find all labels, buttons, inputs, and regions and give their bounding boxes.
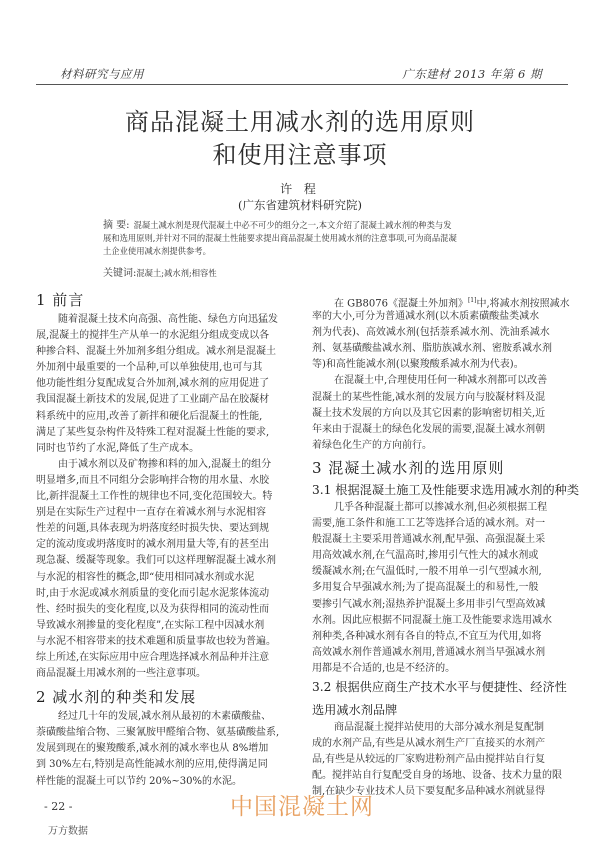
paragraph-intro-1 [36, 312, 296, 457]
text-line: 制,在缺少专业技术人员下要复配多品种减水剂就显得 [312, 786, 546, 798]
text-line: 等)和高性能减水剂(以聚羧酸系减水剂为代表)。 [312, 359, 524, 371]
text-line: 样性能的混凝土可以节约 20%~30%的水泥。 [36, 775, 243, 787]
text-line: 缓凝减水剂;在气温低时,一般不用单一引气型减水剂, [312, 566, 542, 578]
text-line: 在混凝土中,合理使用任何一种减水剂都可以改善 [334, 375, 548, 387]
text-line: 多用复合早强减水剂;为了提高混凝土的和易性,一般 [312, 582, 539, 594]
text-fragment: 中,将减水剂按照减水 [476, 298, 570, 310]
text-line: 展,混凝土的搅拌生产从单一的水泥组分组成变成以各 [36, 330, 270, 342]
text-line: 随着混凝土技术向高强、高性能、绿色方向迅猛发 [58, 314, 278, 325]
text-line: 年来由于混凝土的绿色化发展的需要,混凝土减水剂朝 [312, 423, 546, 435]
text-line: 外加剂中最重要的一个品种,可以单独使用,也可与其 [36, 362, 263, 374]
citation-ref[interactable]: [1] [467, 297, 477, 304]
paragraph-selection [312, 500, 574, 677]
text-line: 与水泥的相容性的概念,即“使用相同减水剂或水泥 [36, 571, 255, 583]
subsection-heading-line: 3.2 根据供应商生产技术水平与便捷性、经济性 [312, 679, 567, 694]
paragraph-direction [312, 373, 574, 453]
text-line: 比,新拌混凝土工作性的规律也不同,变化范围较大。特 [36, 491, 273, 503]
left-column [36, 288, 296, 790]
text-line: 萘磺酸盐缩合物、三聚氰胺甲醛缩合物、氨基磺酸盐系, [36, 727, 280, 739]
article-title-line-1: 商品混凝土用减水剂的选用原则 [125, 108, 475, 136]
subsection-heading-3-1: 3.1 根据混凝土施工及性能要求选用减水剂的种类 [312, 482, 580, 497]
text-line: 成的水剂产品,有些是从减水剂生产厂直接买的水剂产 [312, 738, 546, 750]
text-line: 满足了某些复杂构件及特殊工程对混凝土性能的要求, [36, 426, 270, 438]
keywords [103, 264, 217, 279]
section-heading-1: 1 前言 [36, 291, 85, 309]
running-header-section: 材料研究与应用 [60, 67, 144, 81]
text-line: 同时也节约了水泥,降低了生产成本。 [36, 442, 200, 454]
section-heading-2: 2 减水剂的种类和发展 [36, 688, 197, 707]
text-line: 性、经时损失的变化程度,以及为获得相同的流动性而 [36, 603, 270, 615]
text-line: 定的流动度或坍落度时的减水剂用量大等,有的甚至出 [36, 539, 270, 551]
paragraph-intro-2 [36, 457, 296, 682]
text-line: 别是在实际生产过程中一直存在着减水剂与水泥相容 [36, 507, 266, 519]
text-line: 现急凝、缓凝等现象。我们可以这样理解混凝土减水剂 [36, 555, 276, 567]
text-line: 明显增多,而且不同组分会影响拌合物的用水量、水胶 [36, 474, 270, 486]
text-line: 剂、氨基磺酸盐减水剂、脂肪族减水剂、密胺系减水剂 [312, 343, 552, 355]
text-line: 凝土技术发展的方向以及其它因素的影响密切相关,近 [312, 407, 546, 419]
text-line: 配。搅拌站自行复配受自身的场地、设备、技术力量的限 [312, 770, 562, 782]
right-column [312, 293, 580, 800]
text-line: 用都是不合适的,也是不经济的。 [312, 662, 456, 674]
text-line: 水剂。因此应根据不同混凝土施工及性能要求选用减水 [312, 614, 552, 626]
text-line: 发展到现在的聚羧酸系,减水剂的减水率也从 8%增加 [36, 743, 269, 755]
section-heading-3: 3 混凝土减水剂的选用原则 [312, 458, 505, 477]
abstract-label: 摘 要: [103, 220, 130, 231]
page-number: - 22 - [44, 800, 73, 813]
keywords-label: 关键词: [103, 268, 137, 279]
text-line: 性差的问题,具体表现为坍落度经时损失快、要达到规 [36, 523, 270, 535]
author-affiliation: (广东省建筑材料研究院) [238, 198, 362, 212]
text-line: 与水泥不相容带来的技术难题和质量事故也较为普遍。 [36, 635, 276, 647]
abstract-line: 混凝土减水剂是现代混凝土中必不可少的组分之一,本文介绍了混凝土减水剂的种类与发 [133, 220, 452, 230]
text-line: 料系统中的应用,改善了新拌和硬化后混凝土的性能, [36, 410, 263, 422]
text-line: 种掺合料、混凝土外加剂多组分组成。减水剂是混凝土 [36, 346, 276, 358]
text-line: 他功能性组分复配成复合外加剂,减水剂的应用促进了 [36, 378, 270, 390]
text-fragment: 在 GB8076《混凝土外加剂》 [334, 298, 468, 310]
text-line [312, 293, 574, 309]
abstract-line: 土企业使用减水剂提供参考。 [103, 246, 211, 256]
text-line: 由于减水剂以及矿物掺和料的加入,混凝土的组分 [58, 458, 272, 470]
text-line: 混凝土的某些性能,减水剂的发展方向与胶凝材料及混 [312, 391, 546, 403]
text-line: 用高效减水剂,在气温高时,掺用引气性大的减水剂或 [312, 550, 539, 562]
text-line: 要掺引气减水剂;湿热养护混凝土多用非引气型高效减 [312, 598, 546, 610]
text-line: 几乎各种混凝土都可以掺减水剂,但必须根据工程 [334, 501, 548, 513]
text-line: 时,由于水泥或减水剂质量的变化而引起水泥浆体流动 [36, 587, 270, 599]
text-line: 剂种类,各种减水剂有各自的特点,不宜互为代用,如将 [312, 630, 542, 642]
author-name: 许 程 [280, 182, 320, 196]
watermark: 中国混凝土网 [230, 794, 374, 820]
text-line: 高效减水剂作普通减水剂用,普通减水剂当早强减水剂 [312, 646, 546, 658]
text-line: 般混凝土主要采用普通减水剂,配早强、高强混凝土采 [312, 534, 546, 546]
paragraph-classification [312, 293, 574, 373]
subsection-heading-3-2 [312, 677, 574, 720]
text-line: 需要,施工条件和施工工艺等选择合适的减水剂。对一 [312, 518, 546, 530]
text-line: 着绿色化生产的方向前行。 [312, 439, 432, 451]
article-title-line-2: 和使用注意事项 [212, 141, 388, 169]
abstract-line: 展和选用原则,并针对不同的混凝土性能要求提出商品混凝土使用减水剂的注意事项,可为商品混凝 [103, 233, 457, 243]
text-line: 综上所述,在实际应用中应合理选择减水剂品种并注意 [36, 651, 270, 663]
text-line: 到 30%左右,特别是高性能减水剂的应用,使得满足同 [36, 759, 268, 771]
text-line: 经过几十年的发展,减水剂从最初的木素磺酸盐、 [58, 711, 272, 723]
running-header-journal: 广东建材 2013 年第 6 期 [402, 67, 542, 81]
text-line: 导致减水剂掺量的变化程度”,在实际工程中因减水剂 [36, 619, 265, 631]
text-line: 我国混凝土新技术的发展,促进了工业副产品在胶凝材 [36, 394, 270, 406]
keywords-text: 混凝土;减水剂;相容性 [136, 268, 217, 278]
abstract [103, 219, 519, 258]
text-line: 商品混凝土用减水剂的一些注意事项。 [36, 668, 206, 680]
subsection-heading-line: 选用减水剂品牌 [312, 702, 398, 717]
database-label: 万方数据 [48, 826, 88, 837]
paragraph-development [36, 709, 296, 789]
text-line: 商品混凝土搅拌站使用的大部分减水剂是复配制 [334, 721, 544, 733]
text-line: 率的大小,可分为普通减水剂(以木质素磺酸盐类减水 [312, 311, 540, 323]
text-line: 品,有些是从较远的厂家购进粉剂产品由搅拌站自行复 [312, 754, 546, 766]
text-line: 剂为代表)、高效减水剂(包括萘系减水剂、洗油系减水 [312, 327, 550, 339]
header-divider [36, 84, 568, 85]
